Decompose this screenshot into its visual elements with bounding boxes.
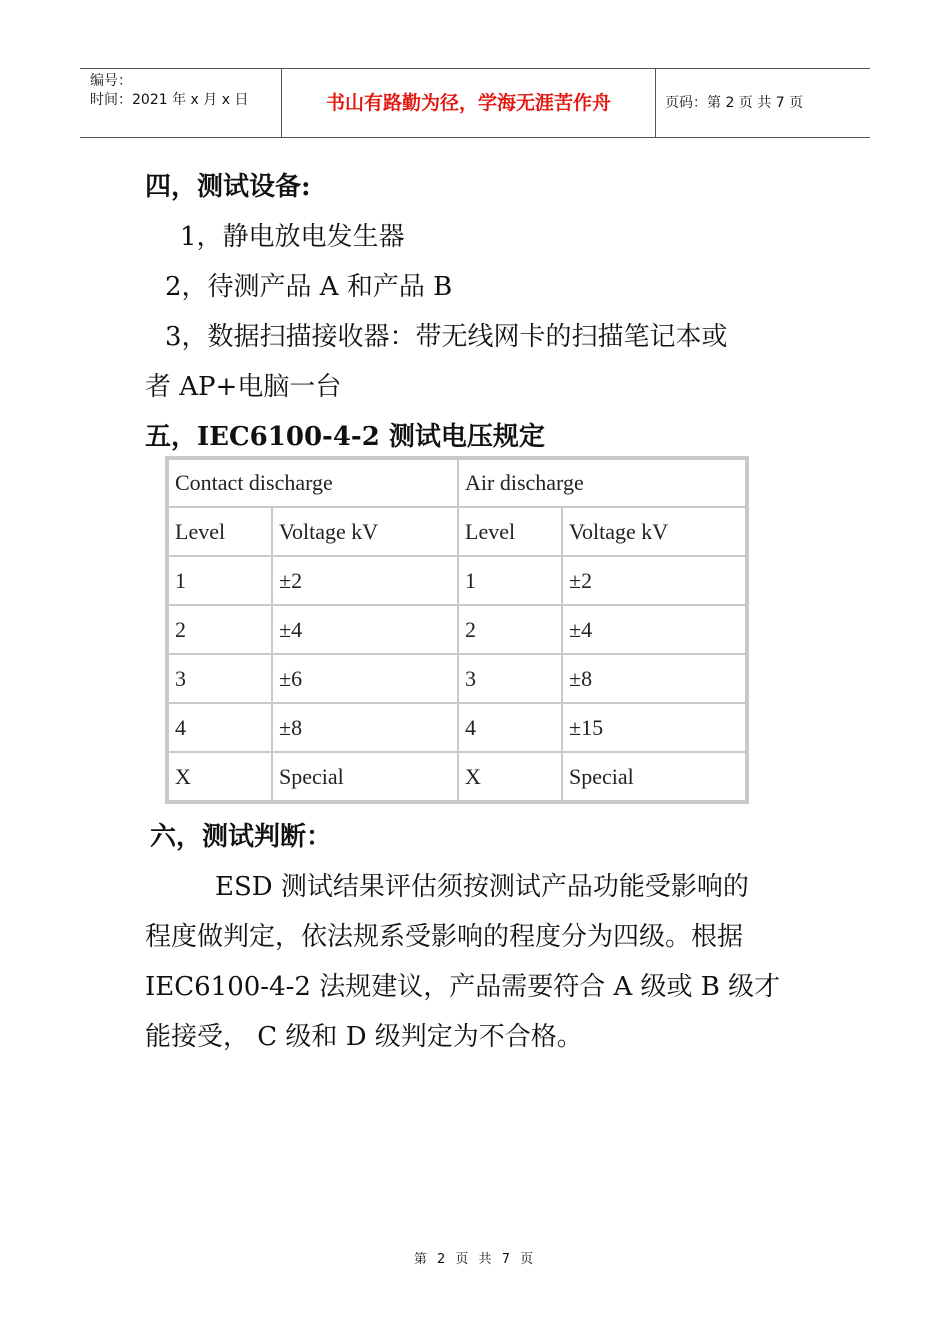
header-motto: 书山有路勤为径，学海无涯苦作舟 bbox=[282, 69, 656, 137]
section6-title: 六，测试判断： bbox=[150, 822, 333, 852]
header-meta bbox=[80, 69, 282, 137]
table-cell: 3 bbox=[167, 653, 273, 704]
page-header bbox=[80, 68, 870, 138]
section5-title: 五，IEC6100-4-2 测试电压规定 bbox=[145, 422, 545, 452]
section6-line-1: ESD 测试结果评估须按测试产品功能受影响的 bbox=[215, 872, 749, 902]
page-footer: 第 2 页 共 7 页 bbox=[413, 1252, 537, 1267]
section4-item-3-cont: 者 AP+电脑一台 bbox=[145, 372, 342, 402]
time-label: 时间：2021 年 x 月 x 日 bbox=[90, 92, 249, 108]
table-cell: ±8 bbox=[561, 653, 747, 704]
table-cell: 2 bbox=[457, 604, 563, 655]
table-cell: 2 bbox=[167, 604, 273, 655]
table-cell: Special bbox=[561, 751, 747, 802]
table-cell: 4 bbox=[457, 702, 563, 753]
table-group-header-air: Air discharge bbox=[457, 458, 747, 508]
table-cell: X bbox=[167, 751, 273, 802]
section4-item-1: 1，静电放电发生器 bbox=[180, 222, 405, 252]
table-col-header: Level bbox=[457, 506, 563, 557]
table-col-header: Level bbox=[167, 506, 273, 557]
section4-item-3: 3，数据扫描接收器：带无线网卡的扫描笔记本或 bbox=[165, 322, 728, 352]
table-cell: ±8 bbox=[271, 702, 459, 753]
table-cell: ±2 bbox=[561, 555, 747, 606]
table-group-header-contact: Contact discharge bbox=[167, 458, 459, 508]
table-col-header: Voltage kV bbox=[271, 506, 459, 557]
table-cell: ±2 bbox=[271, 555, 459, 606]
section6-line-3: IEC6100-4-2 法规建议，产品需要符合 A 级或 B 级才 bbox=[145, 972, 781, 1002]
table-cell: ±15 bbox=[561, 702, 747, 753]
table-cell: ±4 bbox=[271, 604, 459, 655]
table-cell: X bbox=[457, 751, 563, 802]
section4-item-2: 2，待测产品 A 和产品 B bbox=[165, 272, 453, 302]
section4-title: 四，测试设备: bbox=[145, 172, 311, 202]
section6-line-2: 程度做判定，依法规系受影响的程度分为四级。根据 bbox=[145, 922, 744, 952]
table-cell: ±4 bbox=[561, 604, 747, 655]
table-cell: ±6 bbox=[271, 653, 459, 704]
section6-line-4: 能接受， C 级和 D 级判定为不合格。 bbox=[145, 1022, 583, 1052]
table-cell: 3 bbox=[457, 653, 563, 704]
voltage-table bbox=[165, 456, 749, 804]
table-cell: 1 bbox=[167, 555, 273, 606]
table-cell: Special bbox=[271, 751, 459, 802]
number-label: 编号： bbox=[90, 73, 132, 89]
table-cell: 4 bbox=[167, 702, 273, 753]
header-page-info: 页码：第 2 页 共 7 页 bbox=[665, 95, 804, 111]
table-cell: 1 bbox=[457, 555, 563, 606]
table-col-header: Voltage kV bbox=[561, 506, 747, 557]
